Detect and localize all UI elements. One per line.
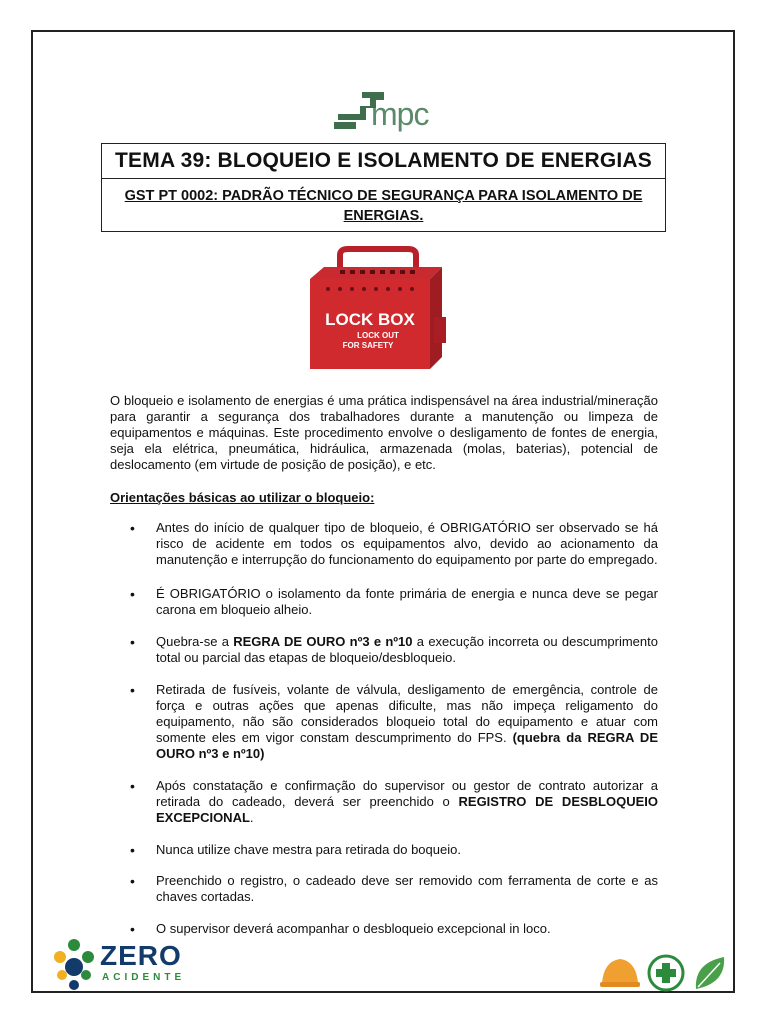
intro-paragraph: O bloqueio e isolamento de energias é uma prática indispensável na área industrial/mineração para garantir a segurança dos trabalhadores durante a manutenção ou limpeza de equipamentos e máquinas. Este procedimento envolve o desligamento de fontes de energia, seja ela elétrica, pneumática, hidráulica, armazenada (molas, baterias), potencial de deslocamento (em virtude de posição de posição), e etc. [110,393,658,472]
title-box [101,143,666,232]
leaf-icon [696,957,724,989]
list-item [110,873,658,905]
lock-out-label: LOCK OUT [357,331,399,340]
lock-box-label: LOCK BOX [325,310,415,329]
page-subtitle [112,186,655,226]
zero-text: ZERO [100,940,182,971]
page-title: TEMA 39: BLOQUEIO E ISOLAMENTO DE ENERGIAS [115,149,652,172]
rule-text: Nunca utilize chave mestra para retirada do boqueio. [156,842,461,857]
rule-text: Preenchido o registro, o cadeado deve ser removido com ferramenta de corte e as chaves cortadas. [156,873,658,904]
list-item [110,682,658,762]
rule-text: Antes do início de qualquer tipo de bloqueio, é OBRIGATÓRIO ser observado se há risco de acidente em todos os equipamentos alvo, devido ao acionamento da manutenção e interrupção do funcionamento do equipamento por parte do empregado. [156,520,658,567]
bullet-icon: • [130,778,135,794]
acidente-text: ACIDENTE [102,972,186,983]
mpc-logo-text: mpc [371,96,429,132]
rule-text-pre: Retirada de fusíveis, volante de válvula, desligamento de emergência, controle de força e outras ações que apenas dificulte, mas não impeça religamento do equipamento, não são considerados bloqueio total do equipamento e atuar com somente eles em vigor constam descumprimento do FPS. [156,682,658,745]
bullet-icon: • [130,586,135,602]
subtitle-line-2: ENERGIAS. [343,208,424,224]
for-safety-label: FOR SAFETY [342,341,394,350]
rule-text: É OBRIGATÓRIO o isolamento da fonte primária de energia e nunca deve se pegar carona em bloqueio alheio. [156,586,658,617]
list-item [110,778,658,826]
title-divider [102,178,665,179]
rule-text-pre: Após constatação e confirmação do supervisor ou gestor de contrato autorizar a retirada do cadeado, deverá ser preenchido o [156,778,658,809]
rule-text-post: a execução incorreta ou descumprimento total ou parcial das etapas de bloqueio/desbloqueio. [156,634,658,665]
rule-text-bold: REGRA DE OURO nº3 e nº10 [233,634,413,649]
list-item [110,520,658,568]
bullet-icon: • [130,520,135,536]
bullet-icon: • [130,634,135,650]
section-heading: Orientações básicas ao utilizar o bloqueio: [110,490,375,505]
subtitle-line-1: GST PT 0002: PADRÃO TÉCNICO DE SEGURANÇA PARA ISOLAMENTO DE [124,188,643,204]
rule-text-post: . [249,810,254,825]
helmet-icon [600,959,640,987]
rule-text-pre: Quebra-se a [156,634,234,649]
footer-icons [600,953,730,993]
first-aid-icon [649,956,683,990]
rule-text: O supervisor deverá acompanhar o desbloqueio excepcional in loco. [156,921,551,936]
list-item [110,586,658,618]
bullet-icon: • [130,842,135,858]
bullet-icon: • [130,921,135,937]
rules-list [110,520,658,937]
bullet-icon: • [130,682,135,698]
lock-box-image [300,245,462,379]
rule-text-bold: (quebra da REGRA DE OURO nº3 e nº10) [156,730,658,761]
list-item [110,921,658,937]
rule-text-bold: REGISTRO DE DESBLOQUEIO EXCEPCIONAL [156,794,658,825]
list-item [110,842,658,858]
bullet-icon: • [130,873,135,889]
list-item [110,634,658,666]
